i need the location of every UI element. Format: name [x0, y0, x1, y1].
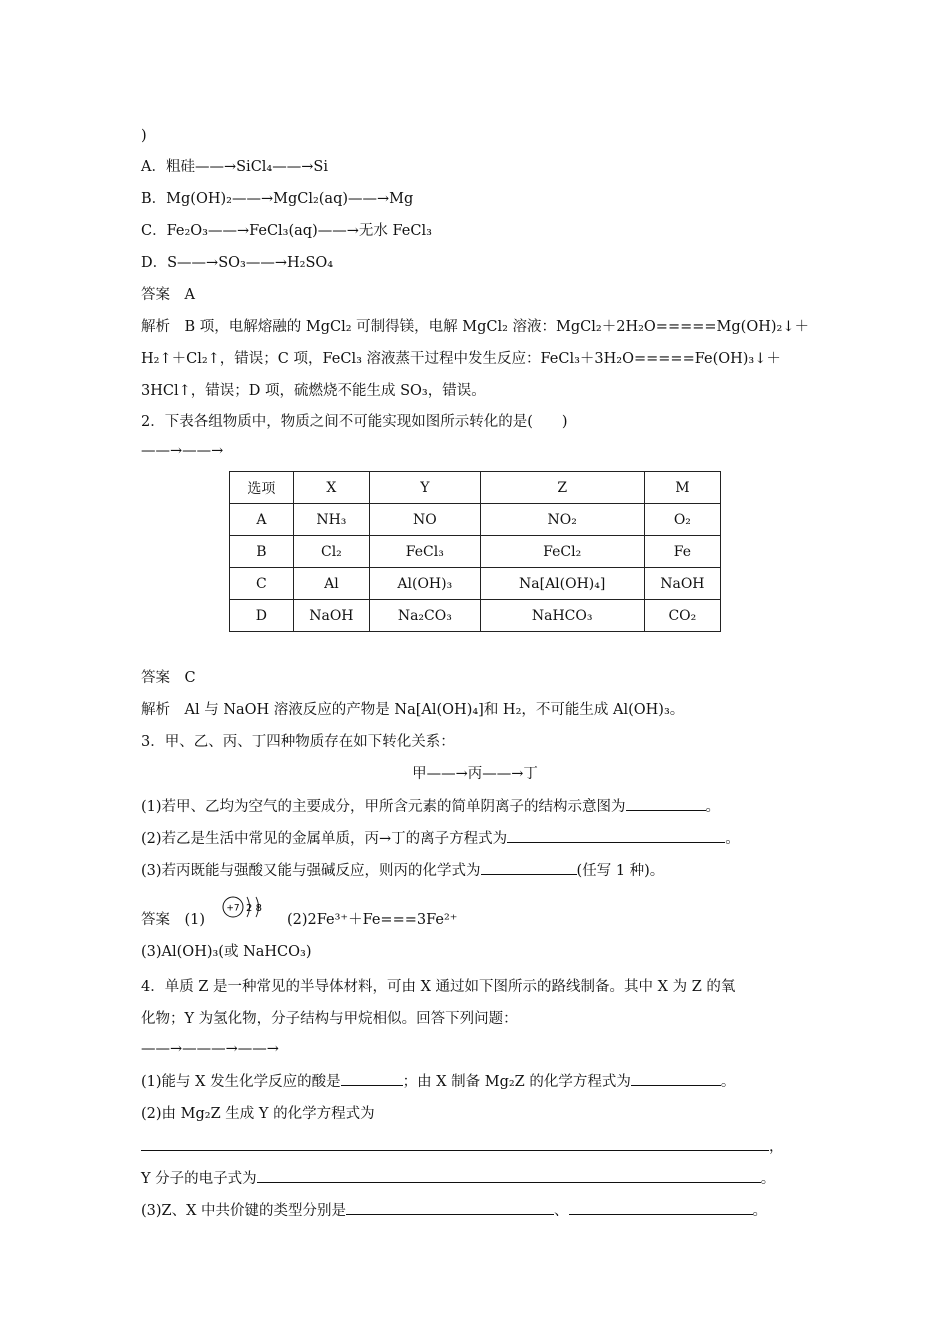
table-cell: NaOH	[644, 568, 720, 600]
q4-sub3	[141, 1200, 767, 1221]
answer-blank	[569, 1200, 753, 1215]
table-cell: O₂	[644, 504, 720, 536]
q4-sub2b-text: Y 分子的电子式为	[141, 1171, 257, 1187]
table-cell: Al	[293, 568, 369, 600]
table-cell: NO₂	[480, 504, 644, 536]
answer-blank	[141, 1136, 769, 1151]
table-cell: Cl₂	[293, 536, 369, 568]
q3-sub2	[141, 828, 740, 849]
table-header-cell: 选项	[230, 472, 294, 504]
q2-analysis: 解析 Al 与 NaOH 溶液反应的产物是 Na[Al(OH)₄]和 H₂，不可能生成 Al(OH)₃。	[141, 702, 685, 718]
q3-sub3-text: (3)若丙既能与强酸又能与强碱反应，则丙的化学式为	[141, 863, 481, 879]
table-row	[230, 600, 721, 632]
q1-answer: 答案 A	[141, 287, 195, 303]
q4-sub2-electron-formula	[141, 1168, 775, 1189]
q4-sub2-blank-line	[141, 1136, 784, 1157]
electron-counts: 2 8	[246, 903, 262, 914]
answer-blank	[631, 1071, 721, 1086]
comma: ，	[769, 1139, 784, 1155]
table-header-cell: M	[644, 472, 720, 504]
q1-paren: )	[141, 128, 147, 144]
q1-option-a: A．粗硅——→SiCl₄——→Si	[141, 159, 328, 175]
q4-sub1-text-2: ；由 X 制备 Mg₂Z 的化学方程式为	[402, 1074, 631, 1090]
table-header-cell: Z	[480, 472, 644, 504]
q1-option-c: C．Fe₂O₃——→FeCl₃(aq)——→无水 FeCl₃	[141, 223, 432, 239]
answer-blank	[257, 1168, 761, 1183]
q1-option-b: B．Mg(OH)₂——→MgCl₂(aq)——→Mg	[141, 191, 414, 207]
table-cell: C	[230, 568, 294, 600]
q3-sub3-note: (任写 1 种)。	[576, 863, 665, 879]
table-header-cell: Y	[370, 472, 481, 504]
q2-answer: 答案 C	[141, 670, 196, 686]
q1-analysis-line-2: H₂↑＋Cl₂↑，错误；C 项，FeCl₃ 溶液蒸干过程中发生反应：FeCl₃＋3H₂O=====Fe(OH)₃↓＋	[141, 351, 781, 367]
q3-answer-1: 答案 (1)	[141, 912, 206, 928]
q3-stem: 3．甲、乙、丙、丁四种物质存在如下转化关系：	[141, 734, 455, 750]
q2-stem: 2．下表各组物质中，物质之间不可能实现如图所示转化的是( )	[141, 414, 568, 430]
table-cell: A	[230, 504, 294, 536]
nucleus-charge: +7	[226, 903, 240, 914]
table-cell: NaOH	[293, 600, 369, 632]
q4-sub1-text: (1)能与 X 发生化学反应的酸是	[141, 1074, 341, 1090]
table-cell: CO₂	[644, 600, 720, 632]
table-cell: NaHCO₃	[480, 600, 644, 632]
q3-answer-2: (2)2Fe³⁺＋Fe===3Fe²⁺	[287, 912, 458, 928]
period: 。	[725, 831, 740, 847]
answer-blank	[626, 796, 706, 811]
q4-stem-line-2: 化物；Y 为氢化物，分子结构与甲烷相似。回答下列问题：	[141, 1011, 518, 1027]
period: 。	[760, 1171, 776, 1187]
q3-sub1	[141, 796, 720, 817]
table-cell: FeCl₃	[370, 536, 481, 568]
q3-chain: 甲——→丙——→丁	[412, 766, 538, 782]
q4-stem-line-1: 4．单质 Z 是一种常见的半导体材料，可由 X 通过如下图所示的路线制备。其中 X 为 Z 的氧	[141, 979, 736, 995]
q1-analysis-line-1: 解析 B 项，电解熔融的 MgCl₂ 可制得镁，电解 MgCl₂ 溶液：MgCl₂＋2H₂O=====Mg(OH)₂↓＋	[141, 319, 809, 335]
q3-answer-3: (3)Al(OH)₃(或 NaHCO₃)	[141, 944, 312, 960]
table-cell: Na₂CO₃	[370, 600, 481, 632]
ion-structure-diagram	[222, 894, 272, 920]
q3-sub2-text: (2)若乙是生活中常见的金属单质，丙→丁的离子方程式为	[141, 831, 508, 847]
q2-table	[229, 471, 721, 632]
period: 。	[752, 1203, 768, 1219]
table-cell: NO	[370, 504, 481, 536]
q4-sub3-text: (3)Z、X 中共价键的类型分别是	[141, 1203, 347, 1219]
q2-arrows: ——→——→	[141, 443, 224, 459]
q3-sub3	[141, 860, 664, 881]
table-header-cell: X	[293, 472, 369, 504]
answer-blank	[481, 860, 577, 875]
table-cell: Fe	[644, 536, 720, 568]
period: 。	[705, 799, 721, 815]
period: 。	[720, 1074, 736, 1090]
q1-analysis-line-3: 3HCl↑，错误；D 项，硫燃烧不能生成 SO₃，错误。	[141, 383, 486, 399]
table-row	[230, 536, 721, 568]
table-row	[230, 504, 721, 536]
table-cell: FeCl₂	[480, 536, 644, 568]
table-cell: Al(OH)₃	[370, 568, 481, 600]
separator: 、	[554, 1203, 569, 1219]
table-cell: B	[230, 536, 294, 568]
table-cell: Na[Al(OH)₄]	[480, 568, 644, 600]
answer-blank	[341, 1071, 403, 1086]
table-row	[230, 568, 721, 600]
table-header-row	[230, 472, 721, 504]
q4-sub1	[141, 1071, 735, 1092]
table-cell: D	[230, 600, 294, 632]
table-cell: NH₃	[293, 504, 369, 536]
answer-blank	[346, 1200, 554, 1215]
q1-option-d: D．S——→SO₃——→H₂SO₄	[141, 255, 334, 271]
q4-arrows: ——→———→——→	[141, 1041, 279, 1057]
answer-blank	[507, 828, 725, 843]
q3-sub1-text: (1)若甲、乙均为空气的主要成分，甲所含元素的简单阴离子的结构示意图为	[141, 799, 626, 815]
q4-sub2: (2)由 Mg₂Z 生成 Y 的化学方程式为	[141, 1106, 375, 1122]
